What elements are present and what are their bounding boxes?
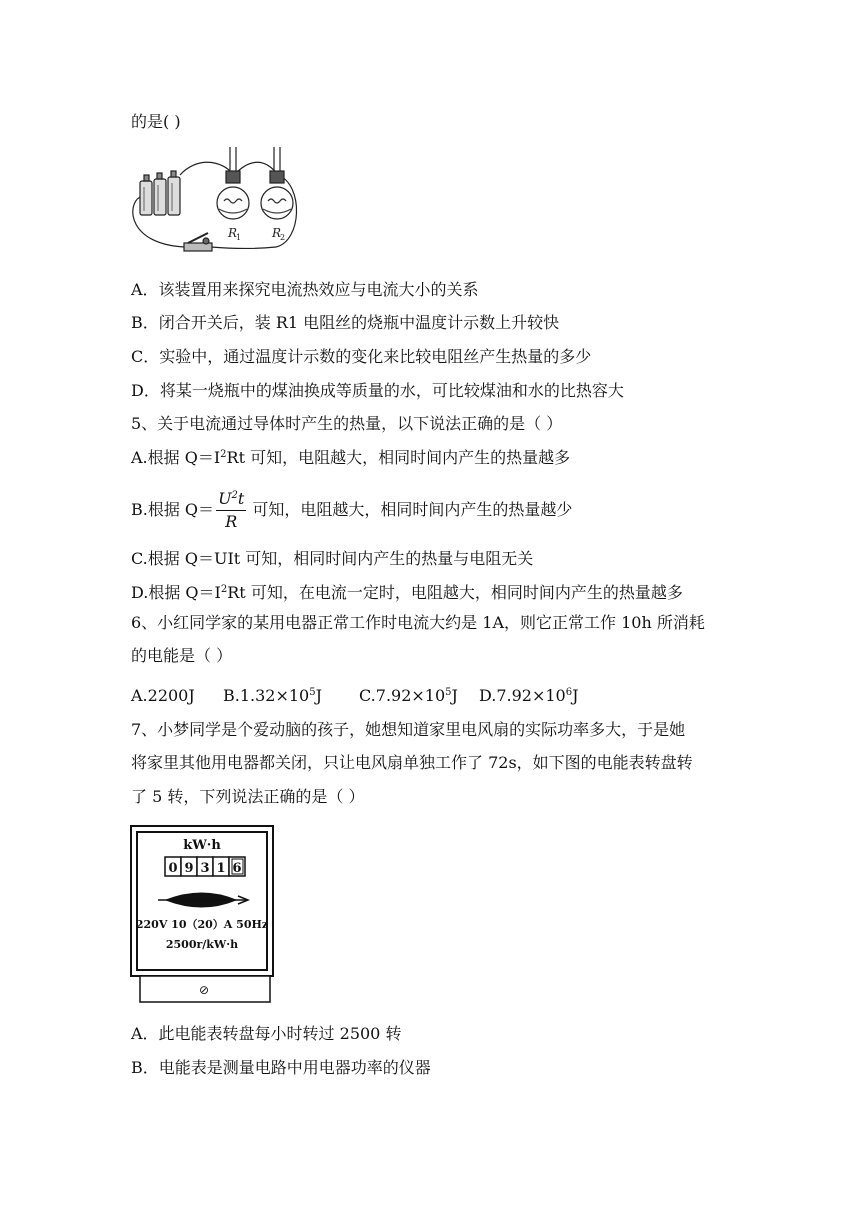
- circuit-diagram: [126, 145, 306, 263]
- q5-b-denominator: R: [225, 512, 238, 531]
- q7-stem-line3: 了 5 转，下列说法正确的是（ ）: [131, 787, 365, 806]
- q7-option-a: A．此电能表转盘每小时转过 2500 转: [131, 1024, 402, 1043]
- screw-icon: ⊘: [198, 983, 210, 997]
- q6-option-b: $B.1.32\times 10^5J$: [223, 686, 323, 705]
- q6-option-a: A.2200J: [131, 686, 195, 705]
- q5-a-sup: 2: [220, 449, 227, 460]
- q5-a-post: Rt 可知，电阻越大，相同时间内产生的热量越多: [226, 448, 571, 467]
- q5-b-fraction: [216, 489, 246, 532]
- battery-pack: [140, 171, 180, 215]
- meter-digit-2: 3: [200, 861, 210, 876]
- electricity-meter: [128, 824, 276, 1006]
- r2-label: R: [272, 226, 282, 240]
- q6-option-c: $C.7.92\times 10^5J$: [359, 686, 458, 705]
- q5-b-pre: B.根据 Q＝: [131, 500, 215, 519]
- q4-option-a: A．该装置用来探究电流热效应与电流大小的关系: [131, 280, 479, 299]
- meter-digit-0: 0: [168, 861, 178, 876]
- q5-b-numerator: $U^2t$: [216, 489, 246, 511]
- q5-b-post: 可知，电阻越大，相同时间内产生的热量越少: [252, 500, 573, 519]
- q5-a-pre: A.根据 Q＝I: [131, 448, 221, 467]
- q6-stem-line1: 6、小红同学家的某用电器正常工作时电流大约是 1A，则它正常工作 10h 所消耗: [131, 613, 705, 632]
- q4-option-d: D．将某一烧瓶中的煤油换成等质量的水，可比较煤油和水的比热容大: [131, 381, 624, 400]
- q5-option-a: [131, 447, 570, 469]
- r1-subscript: 1: [236, 233, 242, 242]
- q6-option-d: $D.7.92\times 10^6J$: [479, 686, 579, 705]
- q7-option-b: B．电能表是测量电路中用电器功率的仪器: [131, 1058, 431, 1077]
- q6-stem-line2: 的电能是（ ）: [131, 646, 233, 665]
- q5-option-b: [131, 488, 572, 532]
- r2-subscript: 2: [280, 233, 286, 242]
- meter-constant: 2500r/kW·h: [165, 938, 239, 951]
- q7-stem-line2: 将家里其他用电器都关闭，只让电风扇单独工作了 72s，如下图的电能表转盘转: [131, 753, 693, 772]
- meter-digit-4: 6: [232, 861, 242, 876]
- meter-digit-3: 1: [216, 861, 226, 876]
- q5-option-c: C.根据 Q＝UIt 可知，相同时间内产生的热量与电阻无关: [131, 549, 534, 568]
- q5-option-d: D.根据 $Q=I^2Rt$ 可知，在电流一定时，电阻越大，相同时间内产生的热量越多: [131, 583, 683, 602]
- meter-rating: 220V 10（20）A 50Hz: [135, 918, 269, 931]
- q7-stem-line1: 7、小梦同学是个爱动脑的孩子，她想知道家里电风扇的实际功率多大，于是她: [131, 720, 686, 739]
- q4-option-c: C．实验中，通过温度计示数的变化来比较电阻丝产生热量的多少: [131, 347, 592, 366]
- q6-options: [131, 685, 579, 707]
- q4-stem-tail: 的是( ): [131, 112, 181, 131]
- meter-digit-1: 9: [184, 861, 194, 876]
- q4-option-b: B．闭合开关后，装 R1 电阻丝的烧瓶中温度计示数上升较快: [131, 313, 560, 332]
- r1-label: R: [228, 226, 238, 240]
- q5-stem: 5、关于电流通过导体时产生的热量，以下说法正确的是（ ）: [131, 414, 563, 433]
- meter-unit: kW·h: [183, 838, 221, 853]
